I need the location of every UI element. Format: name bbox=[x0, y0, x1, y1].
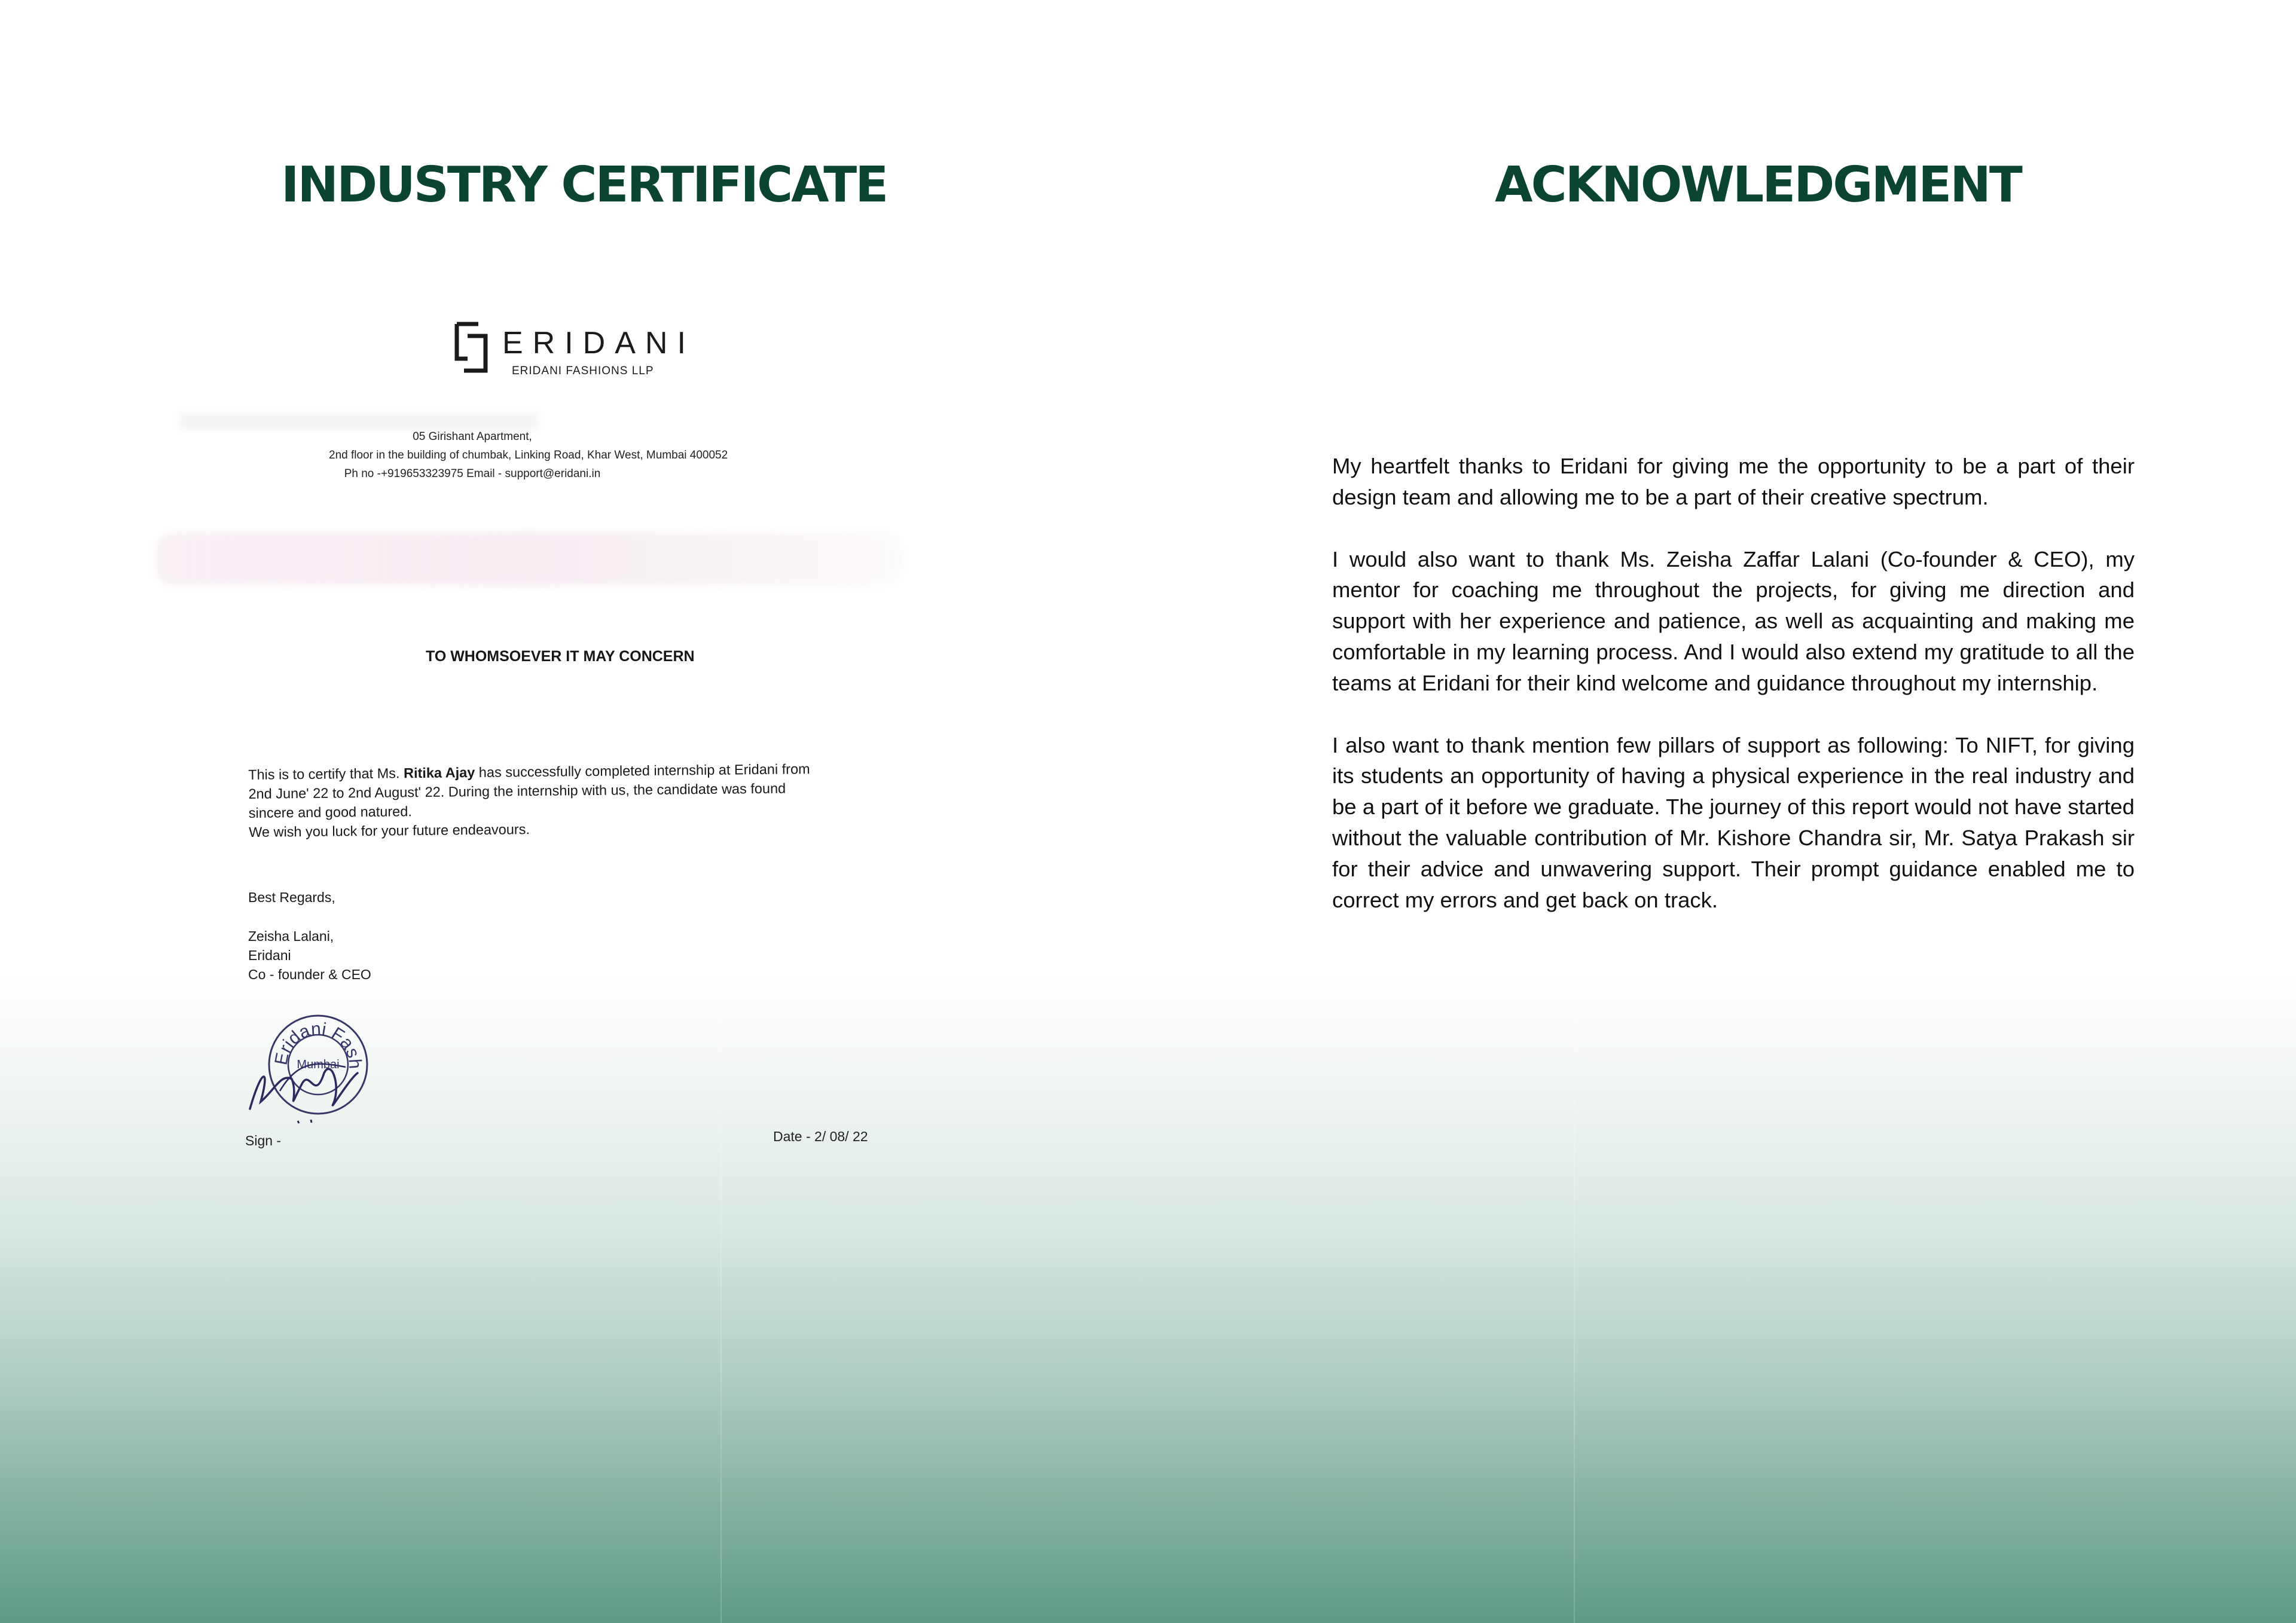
acknowledgment-paragraph: I would also want to thank Ms. Zeisha Zaffar Lalani (Co-founder & CEO), my mentor for coaching me throughout the projects, for giving me direction and support with her experience and patience, as well as acquainting and making me comfortable in my learning process. And I would also extend my gratitude to all the teams at Eridani for their kind welcome and guidance throughout my internship. bbox=[1332, 546, 2135, 695]
letter-body-line: 2nd June' 22 to 2nd August' 22. During the internship with us, the candidate was found bbox=[248, 780, 786, 802]
letter-salutation: TO WHOMSOEVER IT MAY CONCERN bbox=[426, 648, 695, 665]
closing-regards: Best Regards, bbox=[248, 890, 335, 905]
company-stamp bbox=[244, 1001, 399, 1130]
certificate-letter bbox=[155, 269, 909, 1196]
signatory-name: Zeisha Lalani, bbox=[248, 928, 334, 944]
panel-divider bbox=[1574, 1016, 1575, 1623]
sign-label: Sign - bbox=[245, 1133, 282, 1148]
letter-body-line: sincere and good natured. bbox=[248, 803, 413, 821]
acknowledgment-heading: ACKNOWLEDGMENT bbox=[1495, 157, 2021, 213]
logo-subtitle: ERIDANI FASHIONS LLP bbox=[512, 365, 654, 377]
contact-line: Ph no -+919653323975 Email - support@eridani.in bbox=[344, 467, 601, 480]
industry-certificate-heading: INDUSTRY CERTIFICATE bbox=[281, 157, 887, 213]
scan-smudge bbox=[155, 532, 903, 586]
eridani-logo-icon bbox=[454, 322, 493, 373]
scan-smudge bbox=[179, 412, 538, 430]
letter-body bbox=[248, 758, 906, 842]
intern-name: Ritika Ajay bbox=[403, 765, 475, 781]
address-line: 2nd floor in the building of chumbak, Linking Road, Khar West, Mumbai 400052 bbox=[329, 449, 728, 461]
stamp-signature-icon bbox=[244, 1001, 399, 1127]
letter-text: has successfully completed internship at Eridani from bbox=[475, 761, 810, 781]
acknowledgment-paragraph: I also want to thank mention few pillars of support as following: To NIFT, for giving its students an opportunity of having a physical experience in the real industry and be a part of it before we graduate. The journey of this report would not have started without the valuable contribution of Mr. Kishore Chandra sir, Mr. Satya Prakash sir for their advice and unwavering support. Their prompt guidance enabled me to correct my errors and get back on track. bbox=[1332, 732, 2135, 912]
address-line: 05 Girishant Apartment, bbox=[413, 430, 532, 443]
signatory-title: Co - founder & CEO bbox=[248, 967, 371, 982]
acknowledgment-text bbox=[1332, 451, 2135, 946]
letter-body-line: We wish you luck for your future endeavours. bbox=[249, 821, 530, 840]
signatory-company: Eridani bbox=[248, 947, 291, 963]
letter-text: This is to certify that Ms. bbox=[248, 765, 404, 783]
acknowledgment-paragraph: My heartfelt thanks to Eridani for giving me the opportunity to be a part of their design team and allowing me to be a part of their creative spectrum. bbox=[1332, 454, 2135, 509]
date-label: Date - 2/ 08/ 22 bbox=[773, 1129, 868, 1144]
stamp-ring-text: Eridani Fash bbox=[271, 1019, 365, 1069]
stamp-center-text: Mumbai bbox=[297, 1058, 340, 1071]
logo-wordmark: ERIDANI bbox=[502, 326, 695, 360]
